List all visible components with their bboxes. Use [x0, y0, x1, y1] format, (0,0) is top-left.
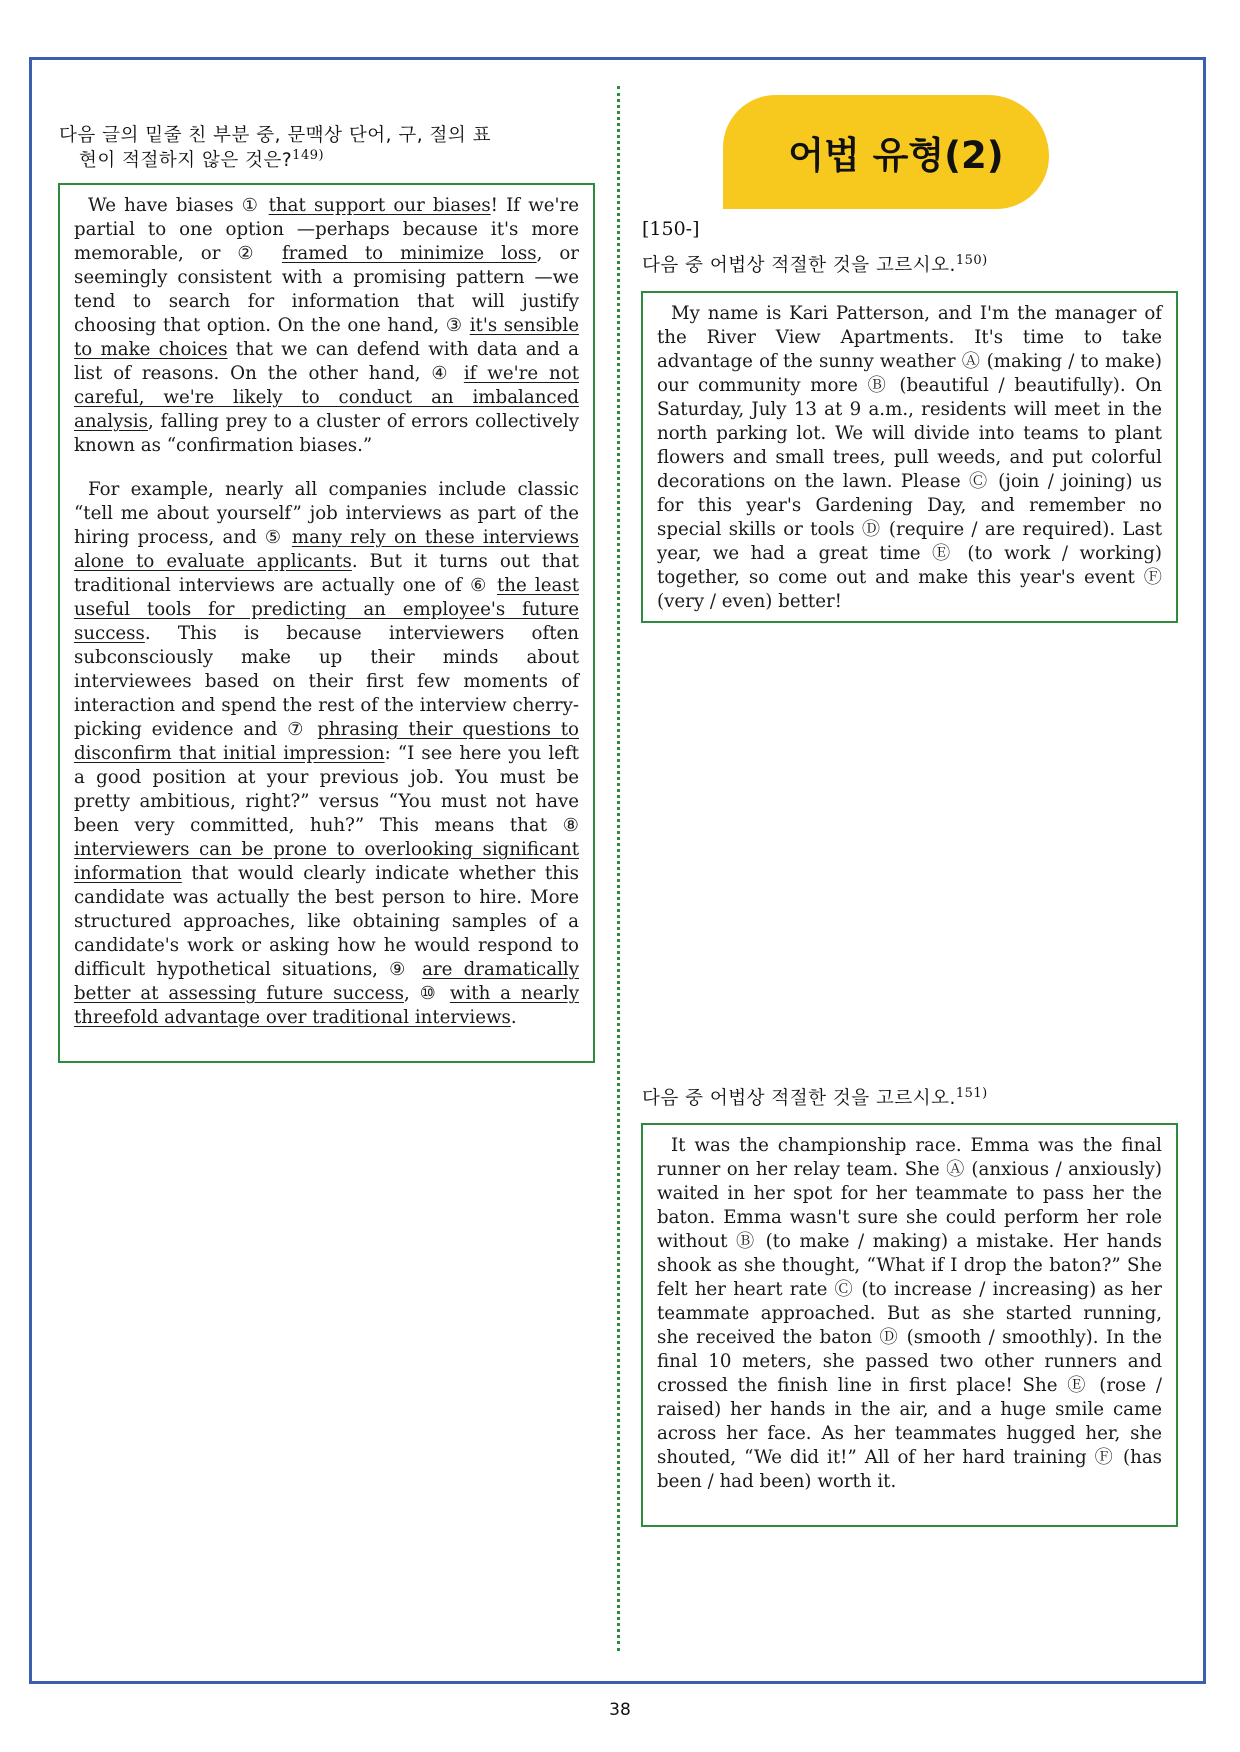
footnote-151: 151) [955, 1085, 988, 1101]
passage-text: , ⑩ [404, 983, 450, 1004]
footnote-150: 150) [955, 252, 988, 268]
passage-text: . [510, 1007, 517, 1028]
question-150-prompt [642, 253, 988, 278]
underlined-phrase: many rely on these interviews alone to evaluate applicants [74, 527, 579, 572]
passage-149-paragraph-2 [74, 478, 579, 1030]
question-range-label: [150-] [642, 218, 700, 240]
underlined-phrase: that support our biases [268, 195, 491, 216]
question-149-prompt [59, 123, 595, 173]
passage-text: . But it turns out that traditional interviews are actually one of ⑥ [74, 551, 579, 596]
underlined-phrase: if we're not careful, we're likely to conduct an imbalanced analysis [74, 363, 580, 432]
question-150-text: 다음 중 어법상 적절한 것을 고르시오. [642, 255, 956, 276]
question-149-line1: 다음 글의 밑줄 친 부분 중, 문맥상 단어, 구, 절의 표 [59, 125, 491, 146]
passage-151-box [641, 1123, 1178, 1527]
passage-text: For example, nearly all companies include classic “tell me about yourself” job interviews as part of the hiring process, and ⑤ [74, 479, 579, 548]
column-divider [617, 86, 620, 1651]
underlined-phrase: it's sensible to make choices [74, 315, 579, 360]
passage-text: We have biases ① [88, 195, 269, 216]
underlined-phrase: with a nearly threefold advantage over traditional interviews [74, 983, 579, 1028]
footnote-149: 149) [292, 147, 325, 163]
underlined-phrase: are dramatically better at assessing future success [74, 959, 579, 1004]
passage-text: : “I see here you left a good position at your previous job. You must be pretty ambitious, right?” versus “You must not have been very committed, huh?” This means that ⑧ [74, 743, 579, 836]
passage-text: , or seemingly consistent with a promising pattern —we tend to search for information that will justify choosing that option. On the one hand, ③ [74, 243, 579, 336]
page-number: 38 [609, 1700, 631, 1720]
underlined-phrase: the least useful tools for predicting an employee's future success [74, 575, 579, 644]
question-151-text: 다음 중 어법상 적절한 것을 고르시오. [642, 1088, 956, 1109]
passage-text: ! If we're partial to one option —perhaps because it's more memorable, or ② [74, 195, 579, 264]
passage-151-text: It was the championship race. Emma was the final runner on her relay team. She Ⓐ (anxious / anxiously) waited in her spot for her teammate to pass her the baton. Emma wasn't sure she could perform her role without Ⓑ (to make / making) a mistake. Her hands shook as she thought, “What if I drop the baton?” She felt her heart rate Ⓒ (to increase / increasing) as her teammate approached. But as she started running, she received the baton Ⓓ (smooth / smoothly). In the final 10 meters, she passed two other runners and crossed the finish line in first place! She Ⓔ (rose / raised) her hands in the air, and a huge smile came across her face. As her teammates hugged her, she shouted, “We did it!” All of her hard training Ⓕ (has been / had been) worth it. [657, 1135, 1162, 1492]
question-149-line2 [59, 148, 595, 173]
passage-150-box [641, 291, 1178, 623]
underlined-phrase: framed to minimize loss [281, 243, 537, 264]
underlined-phrase: interviewers can be prone to overlooking significant information [74, 839, 579, 884]
passage-150-text: My name is Kari Patterson, and I'm the manager of the River View Apartments. It's time to take advantage of the sunny weather Ⓐ (making / to make) our community more Ⓑ (beautiful / beautifully). On Saturday, July 13 at 9 a.m., residents will meet in the north parking lot. We will divide into teams to plant flowers and small trees, pull weeds, and put colorful decorations on the lawn. Please Ⓒ (join / joining) us for this year's Gardening Day, and remember no special skills or tools Ⓓ (require / are required). Last year, we had a great time Ⓔ (to work / working) together, so come out and make this year's event Ⓕ (very / even) better! [657, 303, 1162, 612]
passage-text: that would clearly indicate whether this candidate was actually the best person to hire. More structured approaches, like obtaining samples of a candidate's work or asking how he would respond to difficult hypothetical situations, ⑨ [74, 863, 579, 980]
passage-text: , falling prey to a cluster of errors collectively known as “confirmation biases.” [74, 411, 579, 456]
passage-149-p2-content [74, 479, 579, 1028]
passage-149-box [58, 183, 595, 1063]
passage-149-p1-content [74, 195, 579, 456]
passage-text: that we can defend with data and a list of reasons. On the other hand, ④ [74, 339, 579, 384]
passage-151-paragraph [657, 1134, 1162, 1494]
passage-150-paragraph [657, 302, 1162, 614]
question-149-line2-text: 현이 적절하지 않은 것은? [79, 150, 293, 171]
passage-149-paragraph-1 [74, 194, 579, 458]
passage-text: . This is because interviewers often subconsciously make up their minds about interviewees based on their first few moments of interaction and spend the rest of the interview cherry-picking evidence and ⑦ [74, 623, 579, 740]
question-151-prompt [642, 1086, 988, 1111]
underlined-phrase: phrasing their questions to disconfirm that initial impression [74, 719, 579, 764]
section-banner: 어법 유형(2) [723, 95, 1049, 209]
